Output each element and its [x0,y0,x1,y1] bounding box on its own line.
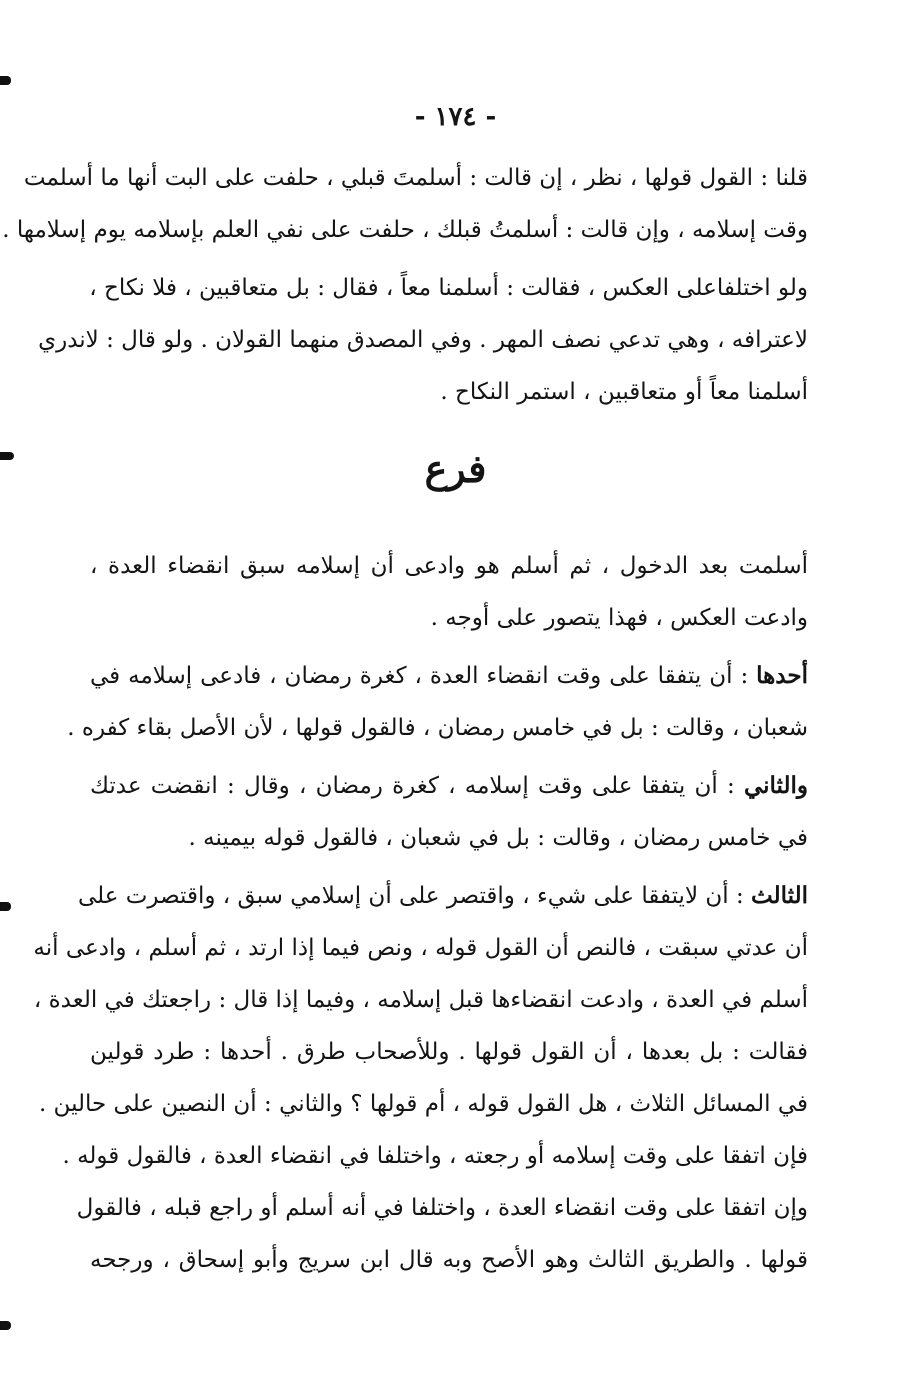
text-line: أن عدتي سبقت ، فالنص أن القول قوله ، ونص فيما إذا ارتد ، ثم أسلم ، وادعى أنه [33,935,808,961]
text-line [90,760,808,812]
text-line: شعبان ، وقالت : بل في خامس رمضان ، فالقول قولها ، لأن الأصل بقاء كفره . [67,715,808,741]
text-span: : أن لايتفقا على شيء ، واقتصر على أن إسلامي سبق ، واقتصرت على [77,883,752,909]
text-line [77,870,808,922]
page-number: - ١٧٤ - [414,102,497,132]
text-line: ولو اختلفاعلى العكس ، فقالت : أسلمنا معاً ، فقال : بل متعاقبين ، فلا نكاح ، [89,275,808,301]
text-line: قلنا : القول قولها ، نظر ، إن قالت : أسلمتَ قبلي ، حلفت على البت أنها ما أسلمت [23,165,808,191]
text-line: قولها . والطريق الثالث وهو الأصح وبه قال ابن سريج وأبو إسحاق ، ورجحه [90,1247,808,1273]
text-line: فقالت : بل بعدها ، أن القول قولها . وللأصحاب طرق . أحدها : طرد قولين [90,1039,808,1065]
margin-mark [0,76,11,85]
paragraph-lead: والثاني [743,772,808,799]
text-line: أسلم في العدة ، وادعت انقضاءها قبل إسلامه ، وفيما إذا قال : راجعتك في العدة ، [33,987,808,1013]
paragraph-lead: الثالث [751,882,808,909]
text-line: وادعت العكس ، فهذا يتصور على أوجه . [430,605,808,631]
text-line: في خامس رمضان ، وقالت : بل في شعبان ، فالقول قوله بيمينه . [188,825,808,851]
section-heading: فرع [424,446,487,491]
margin-mark [0,1321,11,1330]
paragraph-lead: أحدها [756,662,808,689]
text-line: فإن اتفقا على وقت إسلامه أو رجعته ، واختلفا في انقضاء العدة ، فالقول قوله . [62,1143,808,1169]
text-line [90,650,808,702]
text-line: لاعترافه ، وهي تدعي نصف المهر . وفي المصدق منهما القولان . ولو قال : لاندري [38,327,808,353]
text-line: أسلمت بعد الدخول ، ثم أسلم هو وادعى أن إسلامه سبق انقضاء العدة ، [90,553,808,579]
text-span: : أن يتفقا على وقت انقضاء العدة ، كغرة رمضان ، فادعى إسلامه في [90,663,757,689]
text-line: في المسائل الثلاث ، هل القول قوله ، أم قولها ؟ والثاني : أن النصين على حالين . [38,1091,808,1117]
text-span: : أن يتفقا على وقت إسلامه ، كغرة رمضان ، وقال : انقضت عدتك [90,773,744,799]
text-line: وإن اتفقا على وقت انقضاء العدة ، واختلفا في أنه أسلم أو راجع قبله ، فالقول [76,1195,808,1221]
margin-mark [0,902,11,911]
text-block-section [33,540,808,1286]
text-block-top [2,152,808,418]
text-line: وقت إسلامه ، وإن قالت : أسلمتُ قبلك ، حلفت على نفي العلم بإسلامه يوم إسلامها . [2,217,808,243]
text-line: أسلمنا معاً أو متعاقبين ، استمر النكاح . [440,379,808,405]
